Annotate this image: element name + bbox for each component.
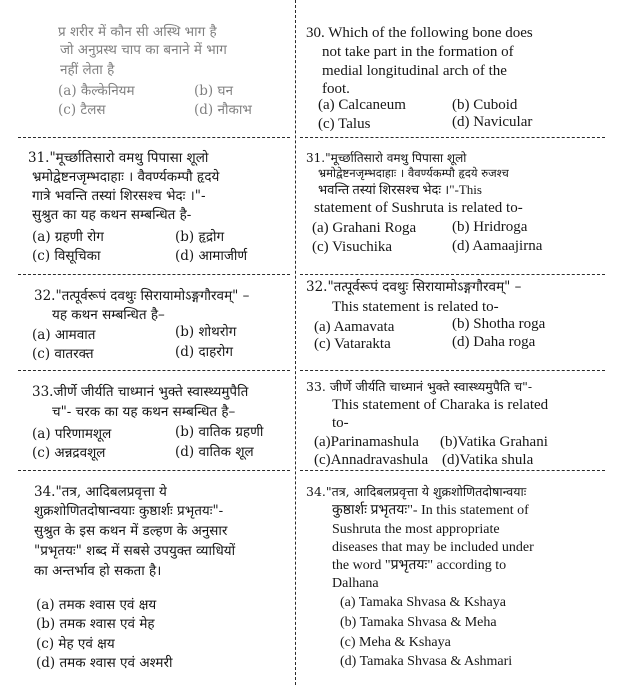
- question-line: This statement of Charaka is related: [332, 397, 549, 413]
- question-line: Sushruta the most appropriate: [332, 522, 500, 537]
- separator-left-1: [18, 137, 290, 138]
- option-a: (a) कैल्केनियम: [58, 83, 135, 99]
- question-line: diseases that may be included under: [332, 540, 534, 555]
- question-line: भवन्ति तस्यां शिरसश्च भेदः ।"-This: [318, 182, 482, 197]
- question-line: 31."मूर्च्छातिसारो वमथु पिपासा शूलो: [306, 151, 467, 165]
- option-c: (c) Visuchika: [312, 239, 393, 255]
- question-line: the word "प्रभृतयः" according to: [332, 558, 507, 573]
- option-d: (d) वातिक शूल: [175, 444, 254, 460]
- separator-right-2: [300, 274, 605, 275]
- option-b: (b) तमक श्वास एवं मेह: [36, 616, 155, 632]
- option-a: (a) ग्रहणी रोग: [32, 229, 104, 245]
- option-c: (c) विसूचिका: [32, 248, 101, 264]
- option-c: (c)Annadravashula: [314, 452, 429, 468]
- question-line: नहीं लेता है: [60, 62, 115, 78]
- option-d: (d) Daha roga: [452, 334, 536, 350]
- option-d: (d)Vatika shula: [442, 452, 534, 468]
- separator-right-3: [300, 370, 605, 371]
- option-b: (b) Cuboid: [452, 97, 518, 113]
- question-line: 31."मूर्च्छातिसारो वमथु पिपासा शूलो: [28, 150, 209, 166]
- question-line: च"- चरक का यह कथन सम्बन्धित है–: [52, 404, 236, 420]
- question-line: to-: [332, 415, 349, 431]
- question-line: 32."तत्पूर्वरूपं दवथुः सिरायामोऽङ्गगौरवम्" –: [306, 279, 522, 295]
- option-b: (b) Hridroga: [452, 219, 528, 235]
- option-d: (d) आमाजीर्ण: [175, 248, 248, 264]
- option-b: (b) Shotha roga: [452, 316, 546, 332]
- option-d: (d) तमक श्वास एवं अश्मरी: [36, 655, 173, 671]
- option-c: (c) Talus: [318, 116, 371, 132]
- question-line: Dalhana: [332, 576, 379, 591]
- question-line: सुश्रुत का यह कथन सम्बन्धित है-: [32, 207, 192, 223]
- option-c: (c) वातरक्त: [32, 346, 94, 362]
- column-divider: [295, 0, 296, 685]
- question-line: 33. जीर्णे जीर्यति चाध्मानं भुक्ते स्वास्थ्यमुपैति च"-: [306, 379, 533, 394]
- option-c: (c) टैलस: [58, 102, 106, 118]
- option-c: (c) Meha & Kshaya: [340, 635, 451, 650]
- option-d: (d) Aamaajirna: [452, 238, 543, 254]
- question-line: "प्रभृतयः" शब्द में सबसे उपयुक्त व्याधियों: [34, 543, 236, 559]
- question-line: कुष्ठार्शः प्रभृतयः"- In this statement of: [332, 503, 529, 518]
- question-line: 34."तत्र, आदिबलप्रवृत्ता ये शुक्रशोणितदोषान्वयाः: [306, 484, 527, 499]
- option-b: (b) घन: [194, 83, 233, 99]
- separator-left-3: [18, 370, 290, 371]
- question-line: प्र शरीर में कौन सी अस्थि भाग है: [58, 24, 217, 40]
- question-line: 33.जीर्णे जीर्यति चाध्मानं भुक्ते स्वास्थ्यमुपैति: [32, 384, 249, 400]
- option-b: (b) हृद्रोग: [175, 229, 225, 245]
- option-b: (b)Vatika Grahani: [440, 434, 548, 450]
- option-a: (a) आमवात: [32, 327, 96, 343]
- option-b: (b) वातिक ग्रहणी: [175, 424, 264, 440]
- option-c: (c) मेह एवं क्षय: [36, 636, 115, 652]
- option-d: (d) दाहरोग: [175, 344, 233, 360]
- separator-right-4: [300, 470, 605, 471]
- question-line: यह कथन सम्बन्धित है–: [52, 307, 165, 323]
- question-line: 30. Which of the following bone does: [306, 25, 533, 41]
- option-a: (a) Calcaneum: [318, 97, 406, 113]
- option-a: (a) Grahani Roga: [312, 220, 417, 236]
- question-line: not take part in the formation of: [322, 44, 514, 60]
- option-c: (c) अन्नद्रवशूल: [32, 445, 106, 461]
- separator-left-4: [18, 470, 290, 471]
- question-line: statement of Sushruta is related to-: [314, 200, 523, 216]
- question-line: शुक्रशोणितदोषान्वयाः कुष्ठार्शः प्रभृतयः"-: [34, 503, 224, 519]
- option-d: (d) नौकाभ: [194, 102, 252, 118]
- option-a: (a)Parinamashula: [314, 434, 419, 450]
- question-line: सुश्रुत के इस कथन में डल्हण के अनुसार: [34, 523, 228, 539]
- question-line: का अन्तर्भाव हो सकता है।: [34, 563, 162, 579]
- option-b: (b) Tamaka Shvasa & Meha: [340, 615, 497, 630]
- question-line: This statement is related to-: [332, 299, 499, 315]
- question-line: foot.: [322, 81, 350, 97]
- question-line: जो अनुप्रस्थ चाप का बनाने में भाग: [60, 42, 227, 58]
- question-line: भ्रमोद्वेष्टनजृम्भदाहाः । वैवर्ण्यकम्पौ हृदये रुजश्च: [318, 166, 509, 180]
- option-d: (d) Tamaka Shvasa & Ashmari: [340, 654, 513, 669]
- question-line: 32."तत्पूर्वरूपं दवथुः सिरायामोऽङ्गगौरवम्" –: [34, 288, 250, 304]
- question-line: भ्रमोद्वेष्टनजृम्भदाहाः । वैवर्ण्यकम्पौ हृदये: [32, 169, 220, 185]
- option-a: (a) Tamaka Shvasa & Kshaya: [340, 595, 506, 610]
- question-line: medial longitudinal arch of the: [322, 63, 507, 79]
- option-b: (b) शोथरोग: [175, 324, 237, 340]
- question-line: गात्रे भवन्ति तस्यां शिरसश्च भेदः ।"-: [32, 188, 206, 204]
- separator-right-1: [300, 137, 605, 138]
- option-a: (a) परिणामशूल: [32, 426, 112, 442]
- separator-left-2: [18, 274, 290, 275]
- option-c: (c) Vatarakta: [314, 336, 391, 352]
- question-line: 34."तत्र, आदिबलप्रवृत्ता ये: [34, 484, 167, 500]
- option-d: (d) Navicular: [452, 114, 533, 130]
- option-a: (a) तमक श्वास एवं क्षय: [36, 597, 157, 613]
- option-a: (a) Aamavata: [314, 319, 395, 335]
